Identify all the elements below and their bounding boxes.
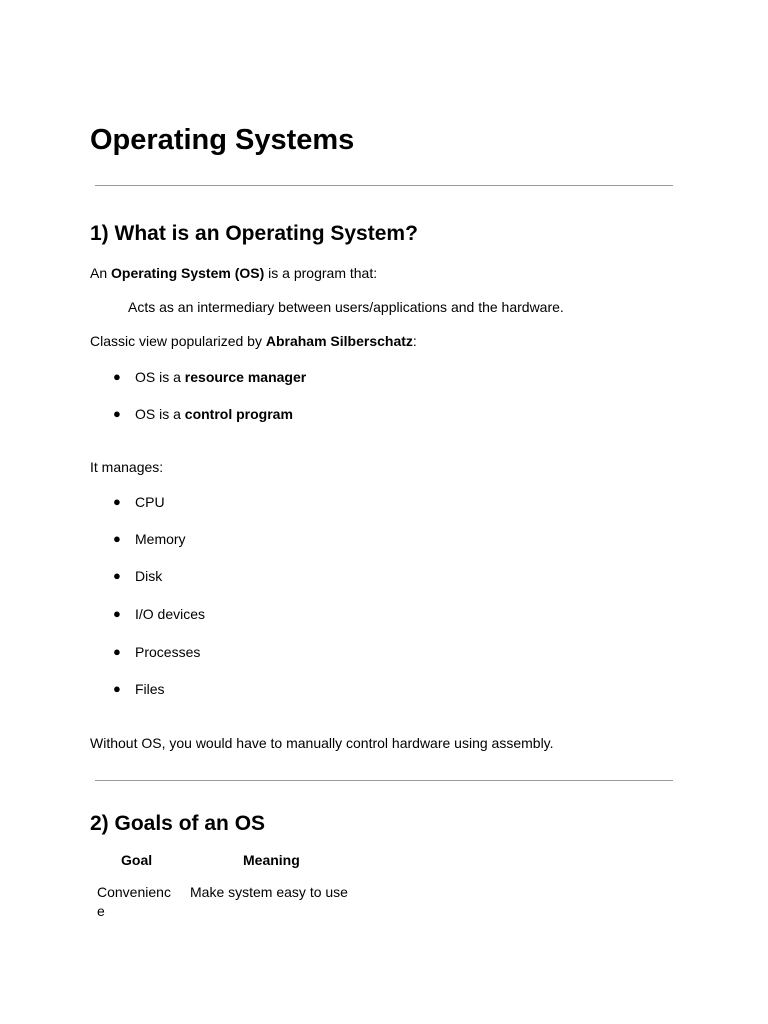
resource-text: Disk <box>135 568 163 584</box>
intro-prefix: An <box>90 265 112 281</box>
bullet-icon: ● <box>113 531 121 546</box>
resource-text: Files <box>135 681 165 697</box>
intro-suffix: is a program that: <box>264 265 378 281</box>
classic-prefix: Classic view popularized by <box>90 333 266 349</box>
bullet-icon: ● <box>113 406 121 421</box>
bullet-icon: ● <box>113 606 121 621</box>
classic-suffix: : <box>412 333 417 349</box>
view-prefix: OS is a <box>135 369 185 385</box>
definition-quote: Acts as an intermediary between users/applications and the hardware. <box>128 299 564 315</box>
table-cell-meaning: Make system easy to use <box>190 884 348 900</box>
view-text <box>135 368 306 386</box>
table-cell-goal: Convenience <box>97 884 171 919</box>
resource-text: I/O devices <box>135 606 206 622</box>
view-text <box>135 405 293 423</box>
bullet-icon: ● <box>113 568 121 583</box>
intro-bold-term: Operating System (OS) <box>111 265 265 281</box>
section-heading-what-is-os: 1) What is an Operating System? <box>90 222 418 245</box>
section-heading-goals: 2) Goals of an OS <box>90 812 266 835</box>
manages-label: It manages: <box>90 459 164 475</box>
table-header-goal: Goal <box>121 852 153 868</box>
resource-text: CPU <box>135 494 165 510</box>
table-header-meaning: Meaning <box>243 852 300 868</box>
horizontal-rule <box>95 780 673 781</box>
resource-text: Processes <box>135 644 201 660</box>
closing-paragraph: Without OS, you would have to manually control hardware using assembly. <box>90 735 554 751</box>
resource-text: Memory <box>135 531 186 547</box>
view-bold: resource manager <box>184 369 307 385</box>
bullet-icon: ● <box>113 369 121 384</box>
classic-view-paragraph <box>90 332 417 350</box>
view-bold: control program <box>184 406 293 422</box>
classic-author: Abraham Silberschatz <box>265 333 413 349</box>
page-title: Operating Systems <box>90 124 355 156</box>
bullet-icon: ● <box>113 494 121 509</box>
bullet-icon: ● <box>113 681 121 696</box>
view-prefix: OS is a <box>135 406 185 422</box>
horizontal-rule <box>95 185 673 186</box>
bullet-icon: ● <box>113 644 121 659</box>
intro-paragraph <box>90 264 377 282</box>
